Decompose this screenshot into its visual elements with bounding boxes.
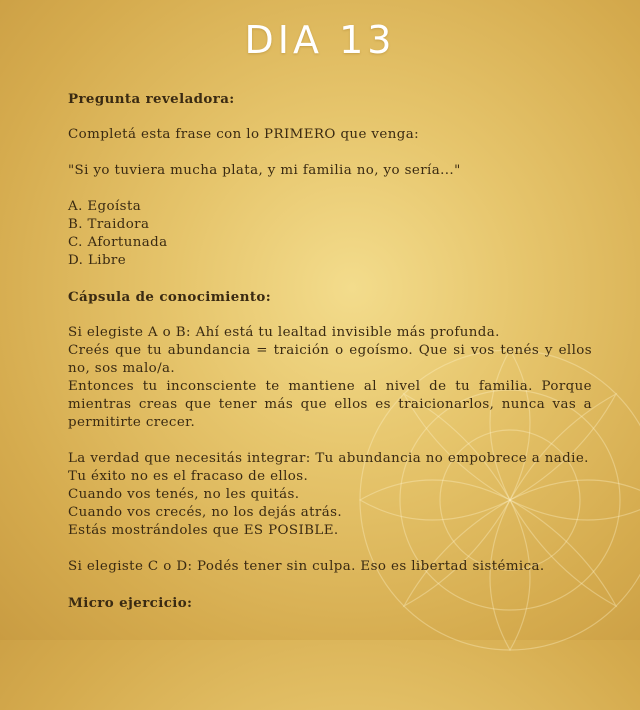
option-d: D. Libre [68,253,127,268]
verdad-line: Tu éxito no es el fracaso de ellos. [68,469,309,484]
capsula-heading: Cápsula de conocimiento: [68,289,272,305]
capsula-ab-line: Si elegiste A o B: Ahí está tu lealtad invisible más profunda. [68,325,500,340]
option-b: B. Traidora [68,217,150,232]
verdad-line: Estás mostrándoles que ES POSIBLE. [68,523,339,538]
option-c: C. Afortunada [68,235,168,250]
verdad-line: Cuando vos tenés, no les quitás. [68,487,300,502]
verdad-line: Cuando vos crecés, no los dejás atrás. [68,505,343,520]
content-body [68,90,592,612]
option-a: A. Egoísta [68,199,142,214]
capsula-ab-line: Entonces tu inconsciente te mantiene al nivel de tu familia. Porque mientras creas que tener más que ellos es traicionarlos, nunca vas a permitirte crecer. [68,379,592,430]
page-title: DIA 13 [244,18,396,62]
pregunta-quote: "Si yo tuviera mucha plata, y mi familia no, yo sería..." [68,163,461,178]
capsula-cd-line: Si elegiste C o D: Podés tener sin culpa. Eso es libertad sistémica. [68,559,545,574]
pregunta-instruction: Completá esta frase con lo PRIMERO que venga: [68,127,420,142]
pregunta-heading: Pregunta reveladora: [68,91,235,107]
capsula-ab-line: Creés que tu abundancia = traición o egoísmo. Que si vos tenés y ellos no, sos malo/a. [68,343,592,376]
micro-heading: Micro ejercicio: [68,595,193,611]
verdad-line: La verdad que necesitás integrar: Tu abundancia no empobrece a nadie. [68,451,589,466]
